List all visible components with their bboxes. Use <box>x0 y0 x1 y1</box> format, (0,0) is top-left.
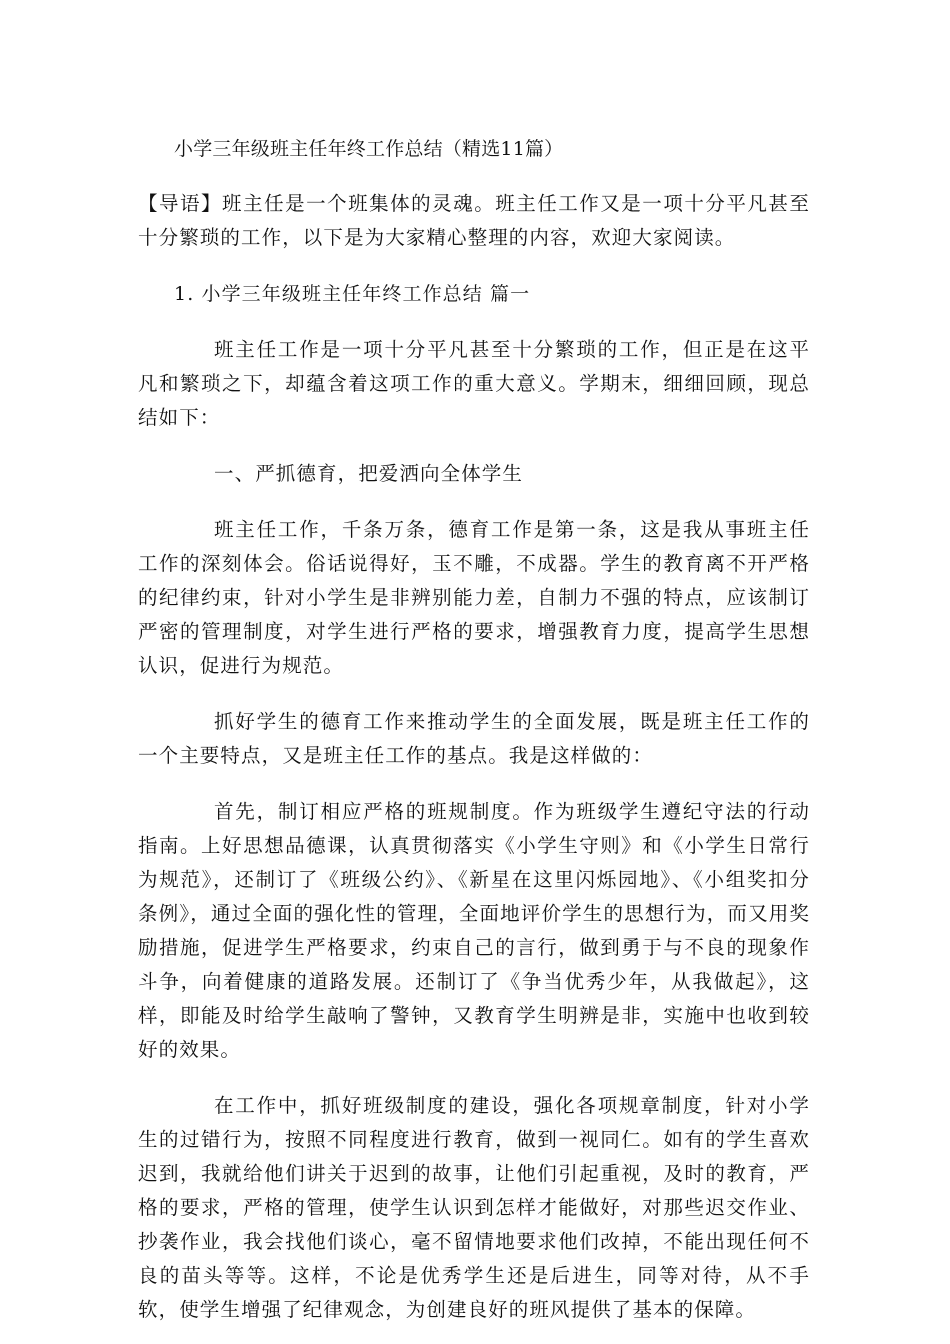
body-paragraph: 在工作中，抓好班级制度的建设，强化各项规章制度，针对小学生的过错行为，按照不同程度进行教育，做到一视同仁。如有的学生喜欢迟到，我就给他们讲关于迟到的故事，让他们引起重视，及时的教育，严格的要求，严格的管理，使学生认识到怎样才能做好，对那些迟交作业、抄袭作业，我会找他们谈心，毫不留情地要求他们改掉，不能出现任何不良的苗头等等。这样，不论是优秀学生还是后进生，同等对待，从不手软，使学生增强了纪律观念，为创建良好的班风提供了基本的保障。 <box>138 1094 810 1321</box>
body-paragraph: 抓好学生的德育工作来推动学生的全面发展，既是班主任工作的一个主要特点，又是班主任工作的基点。我是这样做的： <box>138 710 810 767</box>
section-heading: 1. 小学三年级班主任年终工作总结 篇一 <box>174 283 531 305</box>
body-paragraph: 首先，制订相应严格的班规制度。作为班级学生遵纪守法的行动指南。上好思想品德课，认真贯彻落实《小学生守则》和《小学生日常行为规范》，还制订了《班级公约》、《新星在这里闪烁园地》、《小组奖扣分条例》，通过全面的强化性的管理，全面地评价学生的思想行为，而又用奖励措施，促进学生严格要求，约束自己的言行，做到勇于与不良的现象作斗争，向着健康的道路发展。还制订了《争当优秀少年，从我做起》，这样，即能及时给学生敲响了警钟，又教育学生明辨是非，实施中也收到较好的效果。 <box>138 800 810 1061</box>
document-body <box>138 132 810 1327</box>
intro-paragraph: 【导语】班主任是一个班集体的灵魂。班主任工作又是一项十分平凡甚至十分繁琐的工作，以下是为大家精心整理的内容，欢迎大家阅读。 <box>138 192 810 249</box>
body-paragraph: 班主任工作是一项十分平凡甚至十分繁琐的工作，但正是在这平凡和繁琐之下，却蕴含着这项工作的重大意义。学期末，细细回顾，现总结如下： <box>138 338 810 429</box>
subsection-heading: 一、严抓德育，把爱洒向全体学生 <box>214 462 524 485</box>
document-title: 小学三年级班主任年终工作总结（精选11篇） <box>174 138 564 160</box>
body-paragraph: 班主任工作，千条万条，德育工作是第一条，这是我从事班主任工作的深刻体会。俗话说得好，玉不雕，不成器。学生的教育离不开严格的纪律约束，针对小学生是非辨别能力差，自制力不强的特点，应该制订严密的管理制度，对学生进行严格的要求，增强教育力度，提高学生思想认识，促进行为规范。 <box>138 518 810 677</box>
